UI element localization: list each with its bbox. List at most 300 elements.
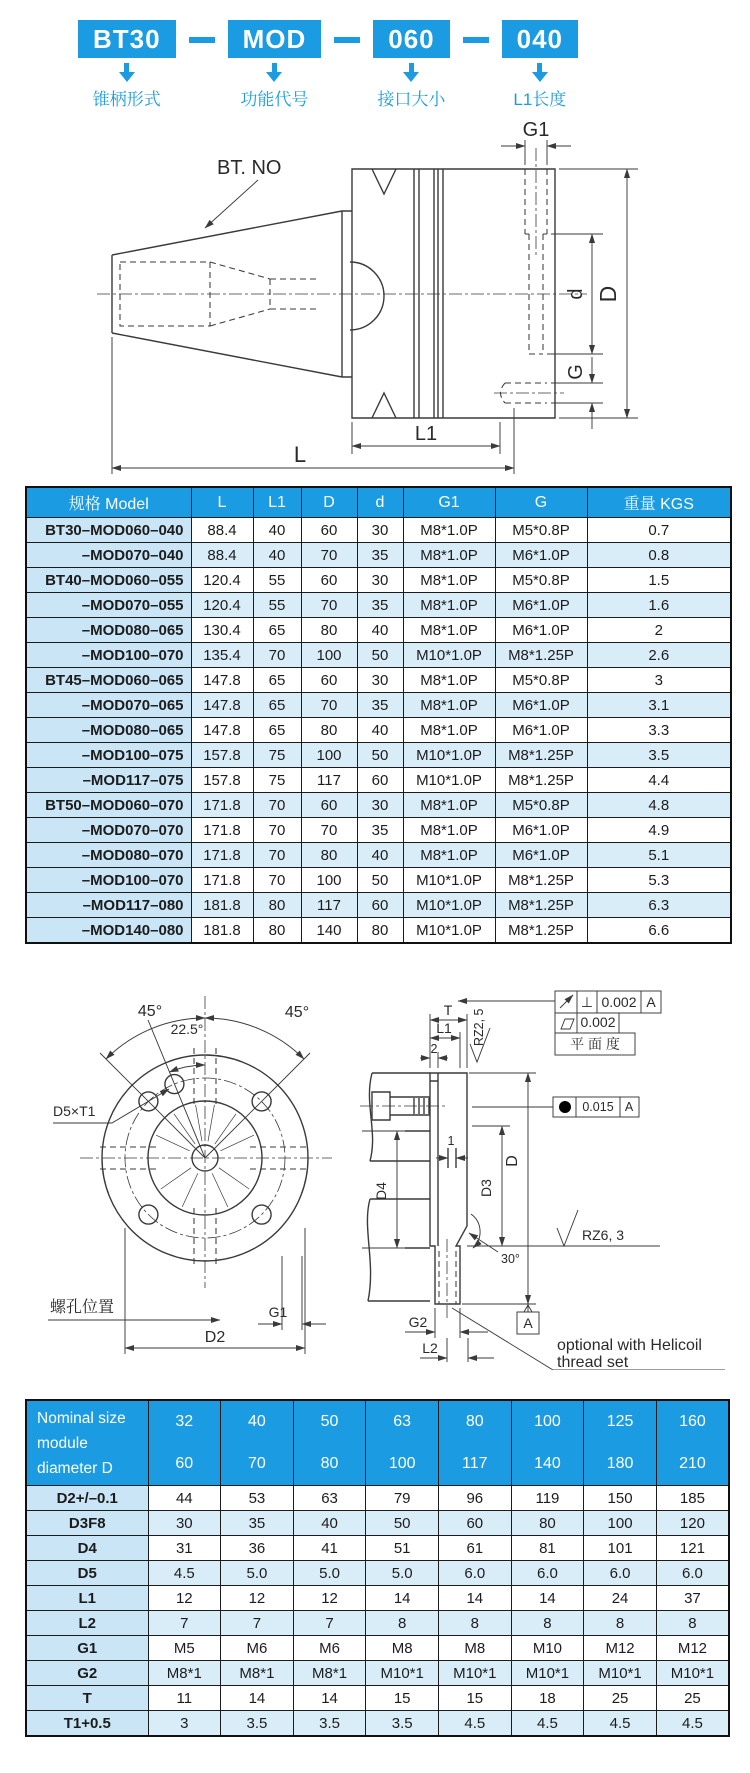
value-cell: 3.5 (293, 1711, 366, 1737)
value-cell: M8*1.0P (403, 718, 495, 743)
value-cell: 44 (148, 1486, 221, 1511)
flatness-tolerance: 0.002 (580, 1014, 616, 1030)
column-header: 规格 Model (26, 487, 191, 518)
datum-ref-label: A (646, 994, 656, 1010)
value-cell: M10*1 (511, 1661, 584, 1686)
value-cell: 171.8 (191, 818, 253, 843)
value-cell: 150 (584, 1486, 657, 1511)
value-cell: 70 (253, 643, 301, 668)
value-cell: 157.8 (191, 768, 253, 793)
value-cell: 3.5 (366, 1711, 439, 1737)
value-cell: M5 (148, 1636, 221, 1661)
code-segment-interface (373, 20, 449, 110)
value-cell: 7 (293, 1611, 366, 1636)
value-cell: 35 (357, 543, 403, 568)
value-cell: 4.5 (584, 1711, 657, 1737)
column-header: L (191, 487, 253, 518)
hidden-lines (120, 169, 547, 403)
value-cell: 24 (584, 1586, 657, 1611)
value-cell: 70 (253, 843, 301, 868)
value-cell: 35 (221, 1511, 294, 1536)
value-cell: 37 (656, 1586, 729, 1611)
part-number-builder (0, 0, 750, 110)
table-row (26, 1661, 729, 1686)
value-cell: M10*1.0P (403, 893, 495, 918)
table-row (26, 1711, 729, 1737)
value-cell: 5.0 (221, 1561, 294, 1586)
flatness-label: 平 面 度 (570, 1036, 620, 1052)
t-dim-label: T (443, 1002, 453, 1018)
value-cell: 70 (301, 693, 357, 718)
value-cell: M8*1.25P (495, 918, 587, 944)
row-label-cell: –MOD080–070 (26, 843, 191, 868)
row-label-cell: G2 (26, 1661, 148, 1686)
value-cell: 100 (301, 868, 357, 893)
code-label-interface: 接口大小 (377, 90, 446, 109)
value-cell: 100 (301, 743, 357, 768)
section-hidden-lines (439, 1251, 456, 1304)
value-cell: 1.5 (587, 568, 731, 593)
value-cell: 79 (366, 1486, 439, 1511)
value-cell: M6*1.0P (495, 543, 587, 568)
value-cell: 60 (439, 1511, 512, 1536)
value-cell: 88.4 (191, 543, 253, 568)
value-cell: 0.8 (587, 543, 731, 568)
value-cell: M8 (366, 1636, 439, 1661)
value-cell: 70 (301, 593, 357, 618)
roughness-top-label: RZ2, 5 (472, 1008, 486, 1046)
value-cell: 40 (293, 1511, 366, 1536)
value-cell: 0.7 (587, 518, 731, 543)
value-cell: 36 (221, 1536, 294, 1561)
value-cell: 80 (253, 893, 301, 918)
value-cell: 65 (253, 693, 301, 718)
value-cell: 14 (293, 1686, 366, 1711)
value-cell: 15 (366, 1686, 439, 1711)
value-cell: M8*1.0P (403, 568, 495, 593)
concentricity-tolerance: 0.015 (582, 1100, 614, 1114)
value-cell: 5.0 (293, 1561, 366, 1586)
column-header: d (357, 487, 403, 518)
value-cell: 5.3 (587, 868, 731, 893)
table-row (26, 593, 731, 618)
value-cell: M8*1.25P (495, 893, 587, 918)
big-d-dim-label: D (595, 285, 621, 303)
value-cell: 120 (656, 1511, 729, 1536)
value-cell: 65 (253, 718, 301, 743)
row-label-cell: –MOD070–055 (26, 593, 191, 618)
value-cell: 181.8 (191, 918, 253, 944)
table-row (26, 1561, 729, 1586)
column-header: D (301, 487, 357, 518)
row-label-cell: D4 (26, 1536, 148, 1561)
value-cell: 119 (511, 1486, 584, 1511)
value-cell: 2.6 (587, 643, 731, 668)
perpendicularity-icon: ⊥ (580, 994, 594, 1010)
table-row (26, 618, 731, 643)
down-arrow-icon (532, 63, 548, 82)
value-cell: 4.5 (511, 1711, 584, 1737)
dash-separator (334, 37, 360, 43)
module-column-header: 40 70 (221, 1400, 294, 1486)
value-cell: 70 (253, 793, 301, 818)
g-dim-label: G (565, 364, 587, 380)
module-column-header: 125 180 (584, 1400, 657, 1486)
value-cell: 6.6 (587, 918, 731, 944)
row-label-cell: –MOD080–065 (26, 718, 191, 743)
value-cell: 40 (357, 618, 403, 643)
row-label-cell: L1 (26, 1586, 148, 1611)
value-cell: M10*1 (584, 1661, 657, 1686)
row-label-cell: –MOD140–080 (26, 918, 191, 944)
value-cell: 7 (221, 1611, 294, 1636)
module-column-header: 63 100 (366, 1400, 439, 1486)
value-cell: M6*1.0P (495, 693, 587, 718)
table-row (26, 893, 731, 918)
code-label-taper: 锥柄形式 (92, 90, 161, 109)
row-label-cell: G1 (26, 1636, 148, 1661)
value-cell: 171.8 (191, 843, 253, 868)
table-row (26, 1636, 729, 1661)
value-cell: 181.8 (191, 893, 253, 918)
value-cell: 50 (366, 1511, 439, 1536)
code-box-length: 040 (502, 20, 578, 58)
module-table (25, 1399, 730, 1737)
front-centerlines (80, 996, 332, 1288)
front-and-section-technical-drawing (20, 956, 730, 1370)
value-cell: 147.8 (191, 693, 253, 718)
value-cell: M10*1 (656, 1661, 729, 1686)
value-cell: M5*0.8P (495, 568, 587, 593)
table-row (26, 1586, 729, 1611)
table-row (26, 693, 731, 718)
value-cell: M6*1.0P (495, 818, 587, 843)
value-cell: 135.4 (191, 643, 253, 668)
value-cell: 147.8 (191, 718, 253, 743)
module-column-header: 80 117 (439, 1400, 512, 1486)
code-segment-function (228, 20, 322, 110)
value-cell: M10*1 (366, 1661, 439, 1686)
value-cell: 6.0 (584, 1561, 657, 1586)
value-cell: 8 (439, 1611, 512, 1636)
value-cell: M8*1.25P (495, 643, 587, 668)
row-label-cell: –MOD070–040 (26, 543, 191, 568)
value-cell: 80 (253, 918, 301, 944)
value-cell: M6*1.0P (495, 593, 587, 618)
value-cell: 80 (511, 1511, 584, 1536)
tool-holder-outline (112, 169, 555, 418)
value-cell: 121 (656, 1536, 729, 1561)
helicoil-note-line1: optional with Helicoil (557, 1337, 702, 1354)
value-cell: M5*0.8P (495, 793, 587, 818)
value-cell: 7 (148, 1611, 221, 1636)
dash-separator (463, 37, 489, 43)
helicoil-note-line2: thread set (557, 1354, 629, 1370)
value-cell: 171.8 (191, 793, 253, 818)
value-cell: 12 (293, 1586, 366, 1611)
code-box-function: MOD (228, 20, 322, 58)
code-segment-length (502, 20, 578, 110)
value-cell: M8*1.25P (495, 868, 587, 893)
value-cell: 41 (293, 1536, 366, 1561)
table-row (26, 918, 731, 944)
value-cell: 60 (301, 668, 357, 693)
value-cell: 12 (148, 1586, 221, 1611)
value-cell: 40 (253, 518, 301, 543)
value-cell: M10*1.0P (403, 768, 495, 793)
value-cell: 100 (584, 1511, 657, 1536)
value-cell: M8*1.0P (403, 843, 495, 868)
value-cell: 65 (253, 668, 301, 693)
value-cell: 88.4 (191, 518, 253, 543)
value-cell: M8*1.0P (403, 818, 495, 843)
table-row (26, 718, 731, 743)
d3-dim-label: D3 (478, 1179, 494, 1197)
table-row (26, 518, 731, 543)
value-cell: 50 (357, 743, 403, 768)
row-label-cell: T1+0.5 (26, 1711, 148, 1737)
table-row (26, 643, 731, 668)
value-cell: 6.0 (511, 1561, 584, 1586)
value-cell: 6.3 (587, 893, 731, 918)
value-cell: 81 (511, 1536, 584, 1561)
value-cell: M10*1.0P (403, 743, 495, 768)
value-cell: M6 (221, 1636, 294, 1661)
table-row (26, 1686, 729, 1711)
value-cell: M8 (439, 1636, 512, 1661)
value-cell: M8*1.0P (403, 518, 495, 543)
table-row (26, 1511, 729, 1536)
table-row (26, 793, 731, 818)
value-cell: 130.4 (191, 618, 253, 643)
value-cell: 70 (301, 543, 357, 568)
value-cell: 25 (656, 1686, 729, 1711)
column-header: G (495, 487, 587, 518)
dimension-lines (112, 140, 638, 474)
value-cell: 65 (253, 618, 301, 643)
value-cell: 55 (253, 593, 301, 618)
chamfer-angle-label: 30° (501, 1252, 520, 1266)
angle-right-label: 45° (284, 1004, 310, 1021)
value-cell: 15 (439, 1686, 512, 1711)
value-cell: 14 (221, 1686, 294, 1711)
code-label-length: L1长度 (513, 90, 567, 109)
value-cell: 8 (366, 1611, 439, 1636)
value-cell: 60 (301, 568, 357, 593)
value-cell: 31 (148, 1536, 221, 1561)
value-cell: M5*0.8P (495, 518, 587, 543)
row-label-cell: –MOD070–065 (26, 693, 191, 718)
value-cell: 50 (357, 868, 403, 893)
roughness-right-label: RZ6, 3 (582, 1227, 625, 1243)
l2-dim-label: L2 (422, 1340, 438, 1356)
value-cell: 8 (656, 1611, 729, 1636)
row-label-cell: –MOD080–065 (26, 618, 191, 643)
down-arrow-icon (119, 63, 135, 82)
down-arrow-icon (266, 63, 282, 82)
value-cell: 117 (301, 768, 357, 793)
g1-front-label: G1 (268, 1304, 288, 1320)
row-label-cell: –MOD070–070 (26, 818, 191, 843)
angle-left-label: 45° (137, 1003, 163, 1020)
row-label-cell: L2 (26, 1611, 148, 1636)
value-cell: M8*1.0P (403, 593, 495, 618)
table-row (26, 843, 731, 868)
d2-dim-label: D2 (204, 1329, 226, 1346)
value-cell: 2 (587, 618, 731, 643)
value-cell: 60 (357, 893, 403, 918)
code-box-interface: 060 (373, 20, 449, 58)
value-cell: M8*1.0P (403, 693, 495, 718)
row-label-cell: –MOD100–070 (26, 643, 191, 668)
angle-mid-label: 22.5° (170, 1021, 204, 1037)
value-cell: M8*1.0P (403, 618, 495, 643)
perpendicularity-tolerance: 0.002 (601, 994, 637, 1010)
value-cell: 14 (366, 1586, 439, 1611)
value-cell: 53 (221, 1486, 294, 1511)
value-cell: M6*1.0P (495, 618, 587, 643)
row-label-cell: BT50–MOD060–070 (26, 793, 191, 818)
table-row (26, 1486, 729, 1511)
value-cell: 4.9 (587, 818, 731, 843)
value-cell: 120.4 (191, 593, 253, 618)
value-cell: 4.4 (587, 768, 731, 793)
value-cell: M10*1.0P (403, 643, 495, 668)
column-header: L1 (253, 487, 301, 518)
value-cell: 171.8 (191, 868, 253, 893)
table-row (26, 743, 731, 768)
spec-table-body (26, 518, 731, 944)
value-cell: 35 (357, 693, 403, 718)
value-cell: 117 (301, 893, 357, 918)
code-segment-taper (78, 20, 176, 110)
table-row (26, 668, 731, 693)
value-cell: 4.5 (439, 1711, 512, 1737)
value-cell: M8*1.0P (403, 543, 495, 568)
value-cell: 80 (357, 918, 403, 944)
value-cell: M8*1.0P (403, 793, 495, 818)
value-cell: 30 (357, 793, 403, 818)
value-cell: M8*1.25P (495, 743, 587, 768)
value-cell: 3 (587, 668, 731, 693)
value-cell: 25 (584, 1686, 657, 1711)
concentricity-datum: A (624, 1100, 634, 1114)
one-dim-label: 1 (447, 1134, 455, 1148)
value-cell: M8*1.25P (495, 768, 587, 793)
value-cell: 70 (253, 818, 301, 843)
value-cell: 35 (357, 818, 403, 843)
value-cell: 101 (584, 1536, 657, 1561)
value-cell: 75 (253, 743, 301, 768)
value-cell: 63 (293, 1486, 366, 1511)
row-label-cell: BT40–MOD060–055 (26, 568, 191, 593)
table-row (26, 1536, 729, 1561)
value-cell: 70 (253, 868, 301, 893)
module-column-header: 100 140 (511, 1400, 584, 1486)
value-cell: 40 (253, 543, 301, 568)
value-cell: 30 (357, 568, 403, 593)
value-cell: 14 (511, 1586, 584, 1611)
value-cell: 3.5 (587, 743, 731, 768)
value-cell: 96 (439, 1486, 512, 1511)
row-label-cell: D2+/–0.1 (26, 1486, 148, 1511)
value-cell: 40 (357, 718, 403, 743)
d4-dim-label: D4 (373, 1182, 389, 1200)
value-cell: 60 (301, 518, 357, 543)
g1-dim-label: G1 (522, 119, 550, 141)
l1-dim-label: L1 (414, 423, 438, 445)
g2-dim-label: G2 (408, 1314, 428, 1330)
value-cell: 80 (301, 618, 357, 643)
value-cell: 6.0 (439, 1561, 512, 1586)
value-cell: M8*1.0P (403, 668, 495, 693)
hole-spec-label: D5×T1 (53, 1103, 96, 1119)
two-dim-label: 2 (430, 1042, 438, 1056)
dash-separator (189, 37, 215, 43)
row-label-cell: –MOD100–070 (26, 868, 191, 893)
value-cell: 6.0 (656, 1561, 729, 1586)
table-row (26, 768, 731, 793)
row-label-cell: BT45–MOD060–065 (26, 668, 191, 693)
value-cell: 5.0 (366, 1561, 439, 1586)
value-cell: 3.3 (587, 718, 731, 743)
d-dim-label: d (565, 288, 587, 300)
value-cell: 4.5 (656, 1711, 729, 1737)
row-label-cell: D5 (26, 1561, 148, 1586)
corner-line-2: module (37, 1434, 88, 1452)
value-cell: 3 (148, 1711, 221, 1737)
value-cell: M8*1 (221, 1661, 294, 1686)
module-column-header: 50 80 (293, 1400, 366, 1486)
value-cell: M12 (584, 1636, 657, 1661)
value-cell: M6*1.0P (495, 843, 587, 868)
value-cell: 80 (301, 718, 357, 743)
value-cell: M6 (293, 1636, 366, 1661)
value-cell: 147.8 (191, 668, 253, 693)
value-cell: 120.4 (191, 568, 253, 593)
value-cell: 157.8 (191, 743, 253, 768)
table-row (26, 868, 731, 893)
value-cell: M10*1.0P (403, 918, 495, 944)
side-view-technical-drawing (42, 116, 747, 480)
value-cell: 1.6 (587, 593, 731, 618)
value-cell: 3.5 (221, 1711, 294, 1737)
table-row (26, 818, 731, 843)
value-cell: 4.5 (148, 1561, 221, 1586)
value-cell: M10*1.0P (403, 868, 495, 893)
datum-a-box-label: A (523, 1315, 533, 1331)
value-cell: 60 (301, 793, 357, 818)
value-cell: M10 (511, 1636, 584, 1661)
value-cell: 35 (357, 593, 403, 618)
value-cell: 185 (656, 1486, 729, 1511)
value-cell: 75 (253, 768, 301, 793)
value-cell: M12 (656, 1636, 729, 1661)
value-cell: 5.1 (587, 843, 731, 868)
value-cell: 140 (301, 918, 357, 944)
table-row (26, 568, 731, 593)
value-cell: M6*1.0P (495, 718, 587, 743)
value-cell: 80 (301, 843, 357, 868)
module-column-header: 32 60 (148, 1400, 221, 1486)
value-cell: 18 (511, 1686, 584, 1711)
value-cell: 8 (511, 1611, 584, 1636)
value-cell: 100 (301, 643, 357, 668)
value-cell: M8*1 (148, 1661, 221, 1686)
module-column-header: 160 210 (656, 1400, 729, 1486)
value-cell: M8*1 (293, 1661, 366, 1686)
value-cell: M5*0.8P (495, 668, 587, 693)
